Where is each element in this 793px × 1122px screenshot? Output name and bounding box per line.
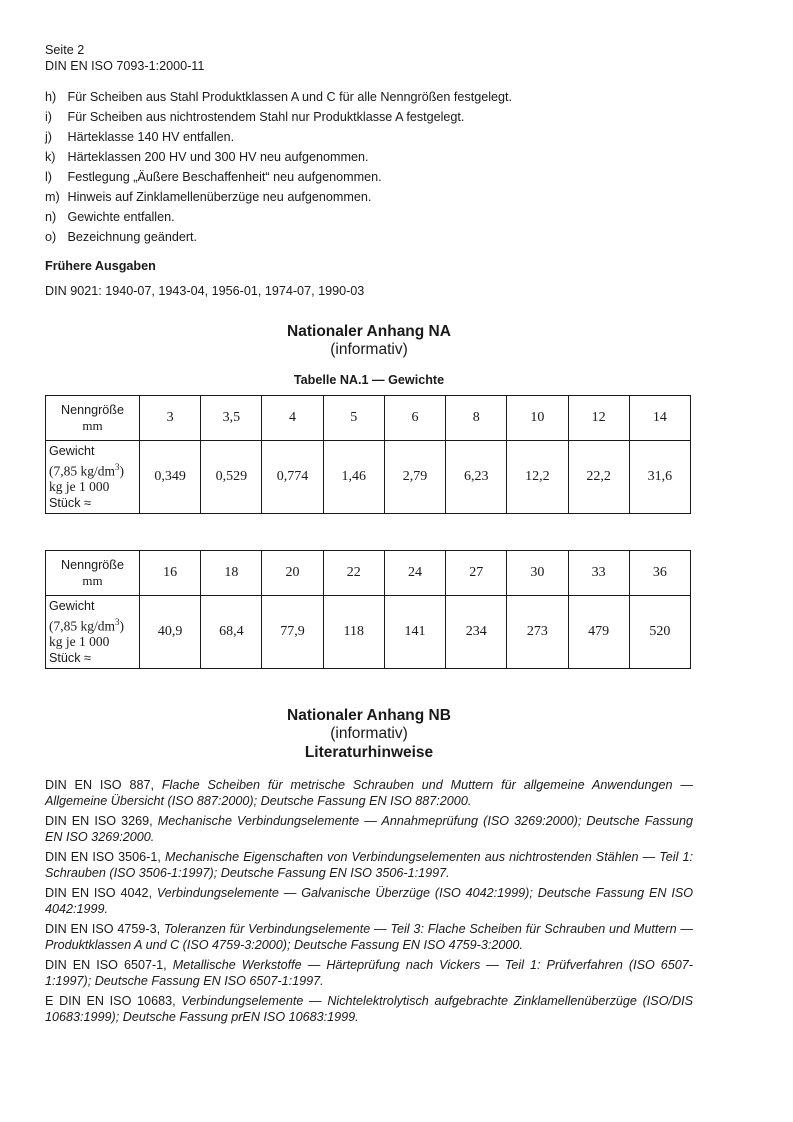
changes-list	[45, 87, 693, 247]
weight-cell: 22,2	[568, 441, 629, 514]
size-cell: 30	[507, 551, 568, 596]
size-cell: 33	[568, 551, 629, 596]
weight-label: Gewicht	[49, 443, 95, 458]
weight-cell: 479	[568, 596, 629, 669]
change-label: i)	[45, 110, 52, 124]
reference-item	[45, 849, 693, 881]
weights-table-2	[45, 550, 691, 669]
weight-pieces: Stück ≈	[49, 496, 91, 511]
weight-cell: 0,529	[201, 441, 262, 514]
annex-na-subtitle: (informativ)	[330, 341, 408, 358]
annex-nb-subtitle: (informativ)	[330, 725, 408, 742]
change-item	[45, 127, 693, 147]
size-label: Nenngröße	[60, 403, 124, 417]
previous-editions-heading: Frühere Ausgaben	[45, 259, 156, 273]
change-text: Härteklassen 200 HV und 300 HV neu aufgenommen.	[67, 150, 369, 164]
size-cell: 3	[140, 396, 201, 441]
weight-cell: 68,4	[201, 596, 262, 669]
reference-item	[45, 921, 693, 953]
size-unit: mm	[82, 418, 103, 433]
previous-editions-text: DIN 9021: 1940-07, 1943-04, 1956-01, 1974-07, 1990-03	[45, 284, 365, 298]
reference-item	[45, 777, 693, 809]
size-cell: 27	[446, 551, 507, 596]
table-row-weights	[46, 441, 691, 514]
change-item	[45, 187, 693, 207]
literature-heading: Literaturhinweise	[304, 744, 434, 761]
table-caption: Tabelle NA.1 — Gewichte	[293, 373, 445, 387]
reference-title: Mechanische Verbindungselemente — Annahmeprüfung (ISO 3269:2000); Deutsche Fassung EN ISO 3269:2000.	[45, 814, 694, 844]
reference-code: DIN EN ISO 3269,	[45, 814, 153, 828]
references-list	[45, 777, 693, 1025]
reference-code: DIN EN ISO 4042,	[45, 886, 152, 900]
row-header-weight	[46, 441, 140, 514]
change-label: n)	[45, 210, 57, 224]
annex-nb	[45, 706, 693, 1025]
reference-title: Mechanische Eigenschaften von Verbindungselementen aus nichtrostenden Stählen — Teil 1: Schrauben (ISO 3506-1:1997); Deutsche Fassung EN ISO 3506-1:1997.	[45, 850, 693, 880]
reference-code: DIN EN ISO 887,	[45, 778, 154, 792]
annex-nb-title: Nationaler Anhang NB	[287, 707, 451, 724]
change-item	[45, 167, 693, 187]
change-text: Festlegung „Äußere Beschaffenheit“ neu aufgenommen.	[67, 170, 382, 184]
change-label: l)	[45, 170, 52, 184]
change-text: Hinweis auf Zinklamellenüberzüge neu aufgenommen.	[67, 190, 372, 204]
size-cell: 3,5	[201, 396, 262, 441]
change-item	[45, 87, 693, 107]
weight-cell: 40,9	[140, 596, 201, 669]
reference-code: DIN EN ISO 6507-1,	[45, 958, 167, 972]
weight-cell: 1,46	[323, 441, 384, 514]
reference-title: Toleranzen für Verbindungselemente — Teil 3: Flache Scheiben für Schrauben und Muttern — Produktklassen A und C (ISO 4759-3:2000); Deutsche Fassung EN ISO 4759-3:2000.	[45, 922, 693, 952]
reference-title: Flache Scheiben für metrische Schrauben und Muttern für allgemeine Anwendungen — Allgemeine Übersicht (ISO 887:2000); Deutsche Fassung EN ISO 887:2000.	[45, 778, 693, 808]
weight-per-1000: kg je 1 000	[49, 634, 110, 650]
weight-density	[49, 459, 139, 480]
density-text: (7,85 kg/dm	[49, 463, 115, 479]
annex-na-title: Nationaler Anhang NA	[287, 323, 451, 340]
size-cell: 24	[384, 551, 445, 596]
reference-title: Metallische Werkstoffe — Härteprüfung nach Vickers — Teil 1: Prüfverfahren (ISO 6507-1:1997); Deutsche Fassung EN ISO 6507-1:1997.	[45, 958, 694, 988]
size-cell: 20	[262, 551, 323, 596]
weight-label: Gewicht	[49, 598, 95, 613]
doc-number: DIN EN ISO 7093-1:2000-11	[45, 59, 205, 73]
size-cell: 5	[323, 396, 384, 441]
density-exponent: 3	[115, 616, 120, 627]
weight-cell: 31,6	[629, 441, 690, 514]
size-cell: 8	[446, 396, 507, 441]
table-row-weights	[46, 596, 691, 669]
row-header-size	[46, 551, 140, 596]
change-text: Bezeichnung geändert.	[67, 230, 198, 244]
size-cell: 12	[568, 396, 629, 441]
change-label: m)	[45, 190, 60, 204]
annex-na	[45, 322, 693, 669]
reference-code: E DIN EN ISO 10683,	[45, 994, 176, 1008]
weight-cell: 2,79	[384, 441, 445, 514]
density-text: (7,85 kg/dm	[49, 618, 115, 634]
weight-pieces: Stück ≈	[49, 651, 91, 666]
table-row-sizes	[46, 396, 691, 441]
size-unit: mm	[82, 573, 103, 588]
reference-title: Verbindungselemente — Nichtelektrolytisch aufgebrachte Zinklamellenüberzüge (ISO/DIS 10683:1999); Deutsche Fassung prEN ISO 10683:1999.	[45, 994, 693, 1024]
change-label: j)	[45, 130, 52, 144]
change-item	[45, 107, 693, 127]
change-label: k)	[45, 150, 56, 164]
weight-cell: 234	[446, 596, 507, 669]
density-exponent: 3	[115, 461, 120, 472]
size-cell: 10	[507, 396, 568, 441]
weight-cell: 6,23	[446, 441, 507, 514]
size-cell: 22	[323, 551, 384, 596]
change-text: Härteklasse 140 HV entfallen.	[67, 130, 235, 144]
reference-item	[45, 885, 693, 917]
size-cell: 14	[629, 396, 690, 441]
change-text: Gewichte entfallen.	[67, 210, 175, 224]
size-cell: 18	[201, 551, 262, 596]
change-item	[45, 207, 693, 227]
size-label: Nenngröße	[60, 558, 124, 572]
change-text: Für Scheiben aus nichtrostendem Stahl nur Produktklasse A festgelegt.	[67, 110, 465, 124]
reference-title: Verbindungselemente — Galvanische Überzüge (ISO 4042:1999); Deutsche Fassung EN ISO 4042:1999.	[45, 886, 694, 916]
weight-cell: 12,2	[507, 441, 568, 514]
weight-cell: 0,349	[140, 441, 201, 514]
page-label: Seite 2	[45, 43, 85, 57]
size-cell: 16	[140, 551, 201, 596]
change-item	[45, 147, 693, 167]
weight-cell: 141	[384, 596, 445, 669]
weight-per-1000: kg je 1 000	[49, 479, 110, 495]
reference-item	[45, 993, 693, 1025]
weights-table-1	[45, 395, 691, 514]
row-header-size	[46, 396, 140, 441]
density-close: )	[119, 463, 124, 479]
density-close: )	[119, 618, 124, 634]
change-label: h)	[45, 90, 57, 104]
weight-cell: 77,9	[262, 596, 323, 669]
size-cell: 4	[262, 396, 323, 441]
change-item	[45, 227, 693, 247]
document-page	[45, 42, 693, 1029]
reference-item	[45, 813, 693, 845]
reference-item	[45, 957, 693, 989]
table-row-sizes	[46, 551, 691, 596]
weight-density	[49, 614, 139, 635]
weight-cell: 118	[323, 596, 384, 669]
weight-cell: 520	[629, 596, 690, 669]
size-cell: 36	[629, 551, 690, 596]
size-cell: 6	[384, 396, 445, 441]
change-label: o)	[45, 230, 57, 244]
change-text: Für Scheiben aus Stahl Produktklassen A und C für alle Nenngrößen festgelegt.	[67, 90, 513, 104]
reference-code: DIN EN ISO 4759-3,	[45, 922, 161, 936]
weight-cell: 0,774	[262, 441, 323, 514]
weight-cell: 273	[507, 596, 568, 669]
row-header-weight	[46, 596, 140, 669]
reference-code: DIN EN ISO 3506-1,	[45, 850, 161, 864]
